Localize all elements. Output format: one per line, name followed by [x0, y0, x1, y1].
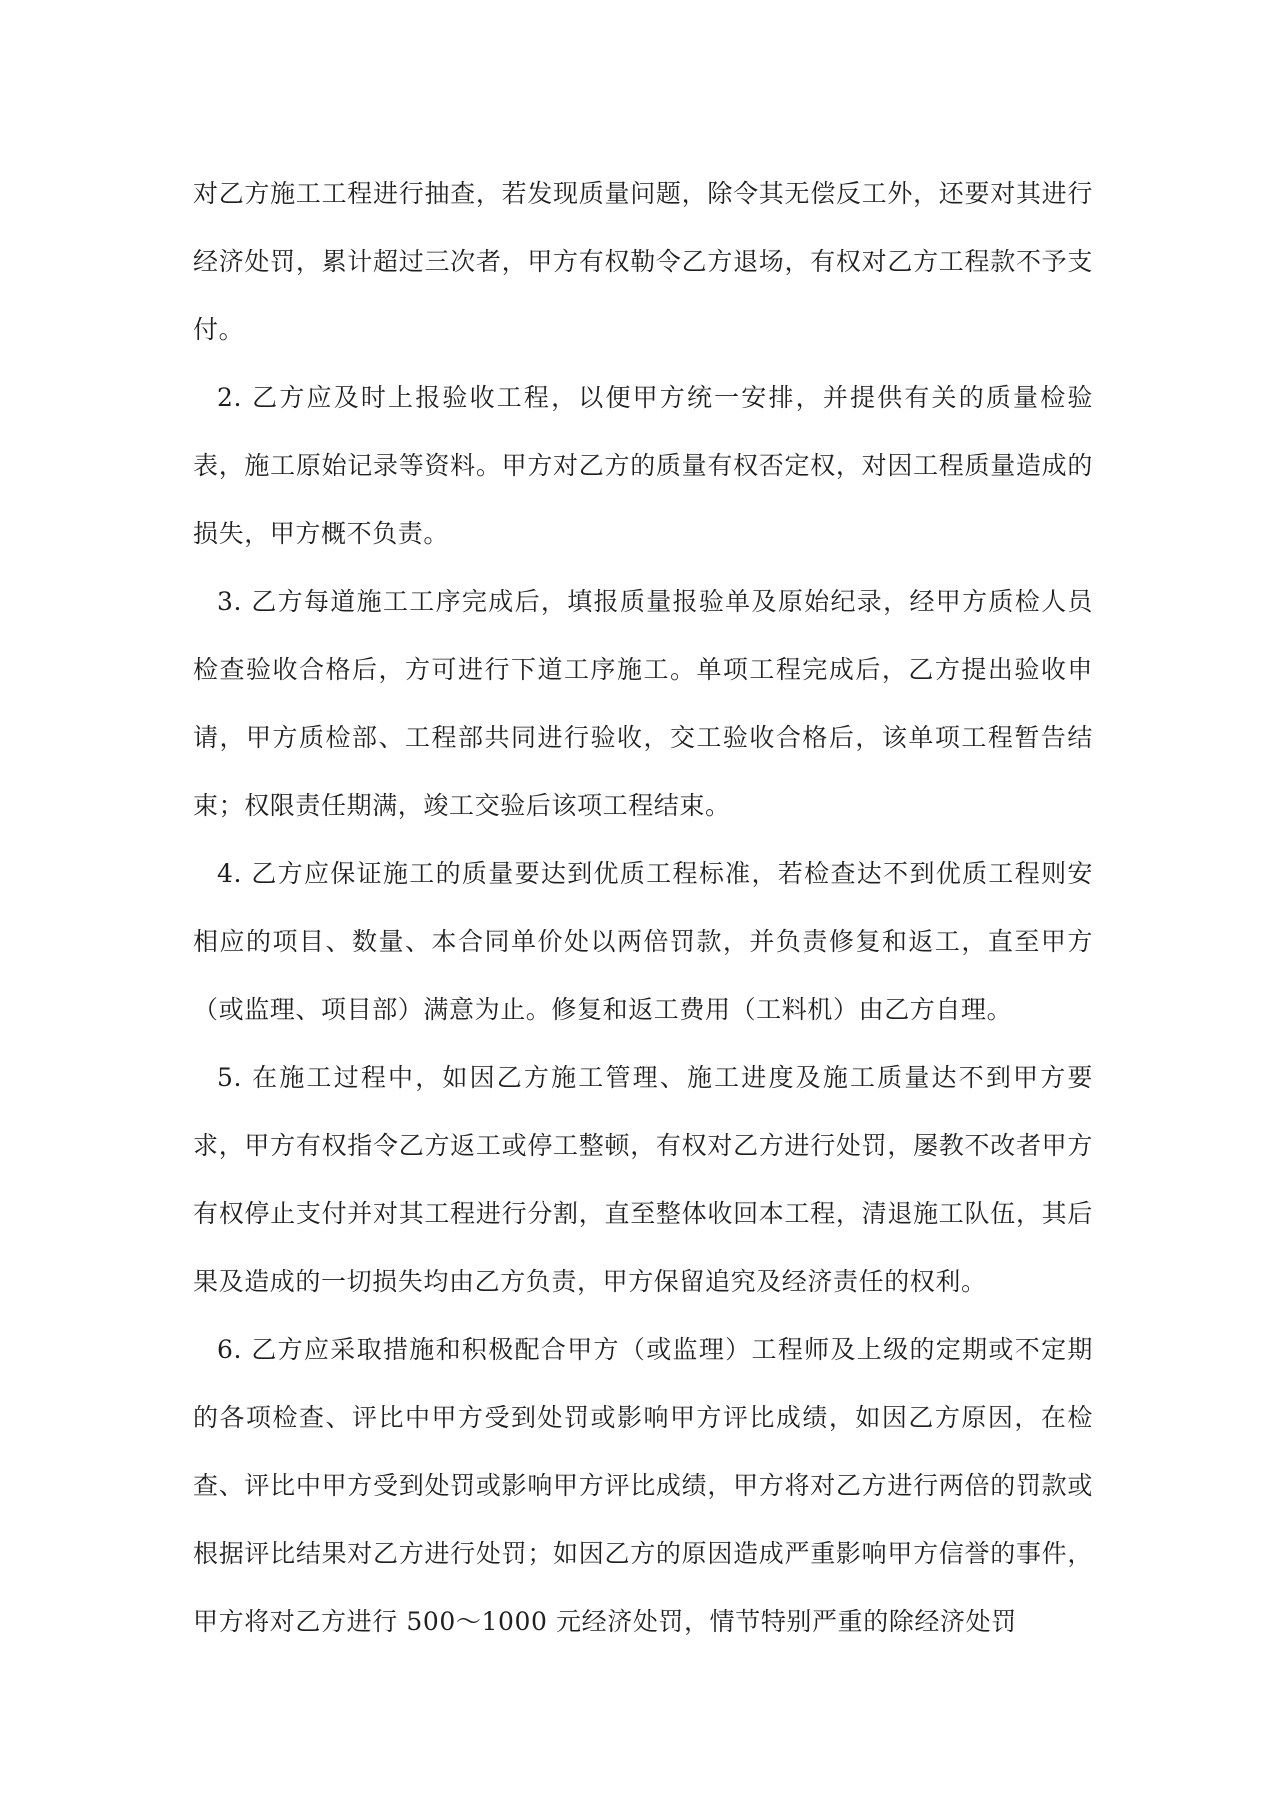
- paragraph-item-2: 2. 乙方应及时上报验收工程，以便甲方统一安排，并提供有关的质量检验表，施工原始记录等资料。甲方对乙方的质量有权否定权，对因工程质量造成的损失，甲方概不负责。: [193, 383, 1093, 548]
- paragraph-item-5: 5. 在施工过程中，如因乙方施工管理、施工进度及施工质量达不到甲方要求，甲方有权指令乙方返工或停工整顿，有权对乙方进行处罚，屡教不改者甲方有权停止支付并对其工程进行分割，直至整体收回本工程，清退施工队伍，其后果及造成的一切损失均由乙方负责，甲方保留追究及经济责任的权利。: [193, 1063, 1093, 1296]
- paragraph-item-3: 3. 乙方每道施工工序完成后，填报质量报验单及原始纪录，经甲方质检人员检查验收合格后，方可进行下道工序施工。单项工程完成后，乙方提出验收申请，甲方质检部、工程部共同进行验收，交工验收合格后，该单项工程暂告结束；权限责任期满，竣工交验后该项工程结束。: [193, 587, 1093, 820]
- document-body: [193, 160, 1093, 1656]
- paragraph-item-4: 4. 乙方应保证施工的质量要达到优质工程标准，若检查达不到优质工程则安相应的项目、数量、本合同单价处以两倍罚款，并负责修复和返工，直至甲方（或监理、项目部）满意为止。修复和返工费用（工料机）由乙方自理。: [193, 859, 1093, 1024]
- paragraph-item-6: 6. 乙方应采取措施和积极配合甲方（或监理）工程师及上级的定期或不定期的各项检查、评比中甲方受到处罚或影响甲方评比成绩，如因乙方原因，在检查、评比中甲方受到处罚或影响甲方评比成绩，甲方将对乙方进行两倍的罚款或根据评比结果对乙方进行处罚；如因乙方的原因造成严重影响甲方信誉的事件，甲方将对乙方进行 500～1000 元经济处罚，情节特别严重的除经济处罚: [193, 1335, 1093, 1636]
- paragraph-continuation: 对乙方施工工程进行抽查，若发现质量问题，除令其无偿反工外，还要对其进行经济处罚，累计超过三次者，甲方有权勒令乙方退场，有权对乙方工程款不予支付。: [193, 179, 1093, 344]
